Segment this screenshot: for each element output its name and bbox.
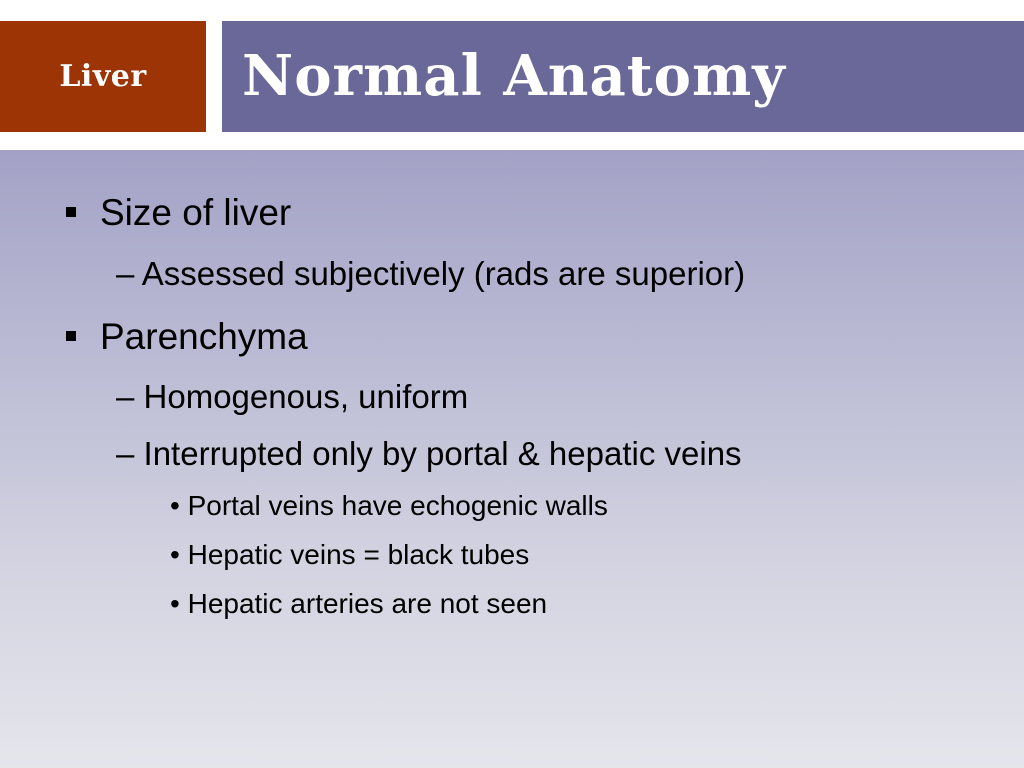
slide-title: Normal Anatomy — [242, 43, 786, 109]
section-label: Liver — [59, 59, 147, 94]
bullet-parenchyma: Parenchyma — [100, 316, 308, 357]
sub-bullet-homogenous: – Homogenous, uniform — [116, 378, 469, 415]
sub-sub-bullet-hepatic-arteries: • Hepatic arteries are not seen — [170, 588, 548, 619]
dot-marker: • — [170, 490, 180, 521]
sub-sub-bullet-hepatic-veins: • Hepatic veins = black tubes — [170, 539, 530, 570]
square-bullet-icon — [66, 207, 76, 217]
dash-marker: – — [116, 255, 135, 292]
section-label-box — [0, 21, 206, 132]
sub-sub-bullet-portal-veins: • Portal veins have echogenic walls — [170, 490, 608, 521]
dash-marker: – — [116, 435, 135, 472]
dash-marker: – — [116, 378, 135, 415]
sub-bullet-assessed: – Assessed subjectively (rads are superior) — [116, 255, 746, 292]
dot-marker: • — [170, 588, 180, 619]
bullet-size-of-liver: Size of liver — [100, 192, 292, 233]
dot-marker: • — [170, 539, 180, 570]
title-bar — [222, 21, 1024, 132]
square-bullet-icon — [66, 331, 76, 341]
content-area — [0, 150, 1024, 768]
sub-bullet-interrupted: – Interrupted only by portal & hepatic veins — [116, 435, 742, 472]
